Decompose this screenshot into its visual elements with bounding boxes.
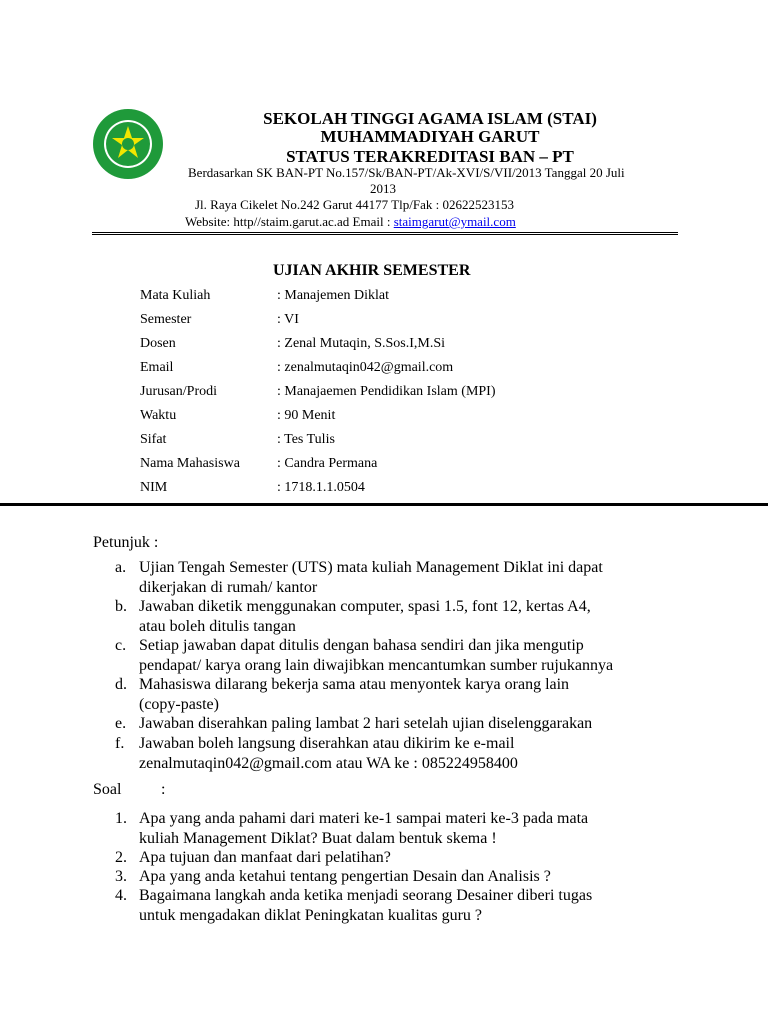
address: Jl. Raya Cikelet No.242 Garut 44177 Tlp/Fak : 02622523153 [195, 197, 514, 212]
question-item [115, 848, 725, 868]
info-label: Jurusan/Prodi [140, 384, 217, 399]
question-item [115, 809, 725, 848]
item-marker: c. [115, 637, 127, 654]
info-label: Semester [140, 312, 192, 327]
info-row [140, 308, 299, 332]
info-value: : Candra Permana [277, 456, 378, 471]
item-line: (copy-paste) [139, 695, 219, 713]
info-row [140, 428, 335, 452]
info-row [140, 332, 445, 356]
instruction-item [115, 558, 725, 597]
item-line: Apa yang anda ketahui tentang pengertian Desain dan Analisis ? [139, 868, 551, 885]
institution-name: SEKOLAH TINGGI AGAMA ISLAM (STAI) [263, 109, 597, 128]
item-line: Mahasiswa dilarang bekerja sama atau menyontek karya orang lain [139, 676, 570, 693]
item-line: kuliah Management Diklat? Buat dalam bentuk skema ! [139, 829, 497, 847]
header-divider [92, 232, 678, 235]
info-row [140, 452, 377, 476]
info-label: Dosen [140, 336, 176, 351]
item-line: Bagaimana langkah anda ketika menjadi seorang Desainer diberi tugas [139, 887, 593, 904]
info-label: Nama Mahasiswa [140, 456, 240, 471]
info-label: Email [140, 360, 174, 375]
info-row [140, 380, 496, 404]
item-marker: e. [115, 715, 127, 732]
instruction-item [115, 597, 725, 636]
exam-title: UJIAN AKHIR SEMESTER [273, 262, 471, 279]
info-value: : zenalmutaqin042@gmail.com [277, 360, 454, 375]
item-marker: a. [115, 559, 127, 576]
info-value: : 1718.1.1.0504 [277, 480, 365, 495]
info-row [140, 284, 389, 308]
accreditation-status: STATUS TERAKREDITASI BAN – PT [286, 147, 574, 166]
item-line: Jawaban boleh langsung diserahkan atau dikirim ke e-mail [139, 735, 515, 752]
item-line: Jawaban diketik menggunakan computer, spasi 1.5, font 12, kertas A4, [139, 598, 591, 615]
item-marker: d. [115, 676, 127, 693]
info-value: : Tes Tulis [277, 432, 335, 447]
item-marker: 2. [115, 849, 127, 866]
item-marker: b. [115, 598, 127, 615]
info-value: : Zenal Mutaqin, S.Sos.I,M.Si [277, 336, 446, 351]
instruction-item [115, 714, 725, 734]
questions-heading [93, 780, 166, 800]
info-label: Waktu [140, 408, 177, 423]
info-label: NIM [140, 480, 168, 495]
info-row [140, 356, 453, 380]
accreditation-decree: Berdasarkan SK BAN-PT No.157/Sk/BAN-PT/Ak-XVI/S/VII/2013 Tanggal 20 Juli [188, 165, 625, 180]
info-label: Mata Kuliah [140, 288, 211, 303]
info-value: : VI [277, 312, 299, 327]
info-row [140, 404, 335, 428]
instruction-item [115, 675, 725, 714]
info-value: : Manajaemen Pendidikan Islam (MPI) [277, 384, 496, 399]
info-row [140, 476, 365, 500]
item-line: Apa yang anda pahami dari materi ke-1 sampai materi ke-3 pada mata [139, 810, 589, 827]
website-text: Website: http//staim.garut.ac.ad Email : [185, 214, 394, 229]
item-line: zenalmutaqin042@gmail.com atau WA ke : 085224958400 [139, 754, 518, 772]
email-link[interactable]: staimgarut@ymail.com [393, 214, 516, 229]
item-line: Apa tujuan dan manfaat dari pelatihan? [139, 849, 391, 866]
item-line: untuk mengadakan diklat Peningkatan kualitas guru ? [139, 906, 483, 924]
item-line: Jawaban diserahkan paling lambat 2 hari setelah ujian diselenggarakan [139, 715, 593, 732]
questions-heading-label: Soal [93, 781, 122, 798]
item-line: pendapat/ karya orang lain diwajibkan mencantumkan sumber rujukannya [139, 656, 614, 674]
item-line: Setiap jawaban dapat ditulis dengan bahasa sendiri dan jika mengutip [139, 637, 584, 654]
instruction-item [115, 636, 755, 675]
info-value: : 90 Menit [277, 408, 336, 423]
institution-subname: MUHAMMADIYAH GARUT [320, 127, 540, 146]
question-item [115, 867, 725, 887]
accreditation-year: 2013 [370, 181, 396, 196]
info-value: : Manajemen Diklat [277, 288, 389, 303]
item-marker: 1. [115, 810, 127, 827]
instructions-heading: Petunjuk : [93, 534, 159, 551]
item-marker: f. [115, 735, 125, 752]
contact-line [185, 214, 516, 230]
instruction-item [115, 734, 725, 773]
item-line: atau boleh ditulis tangan [139, 617, 296, 635]
info-divider [0, 503, 768, 506]
item-marker: 3. [115, 868, 127, 885]
item-line: dikerjakan di rumah/ kantor [139, 578, 318, 596]
questions-heading-colon: : [161, 781, 166, 798]
question-item [115, 886, 725, 925]
info-label: Sifat [140, 432, 167, 447]
item-line: Ujian Tengah Semester (UTS) mata kuliah Management Diklat ini dapat [139, 559, 603, 576]
item-marker: 4. [115, 887, 127, 904]
